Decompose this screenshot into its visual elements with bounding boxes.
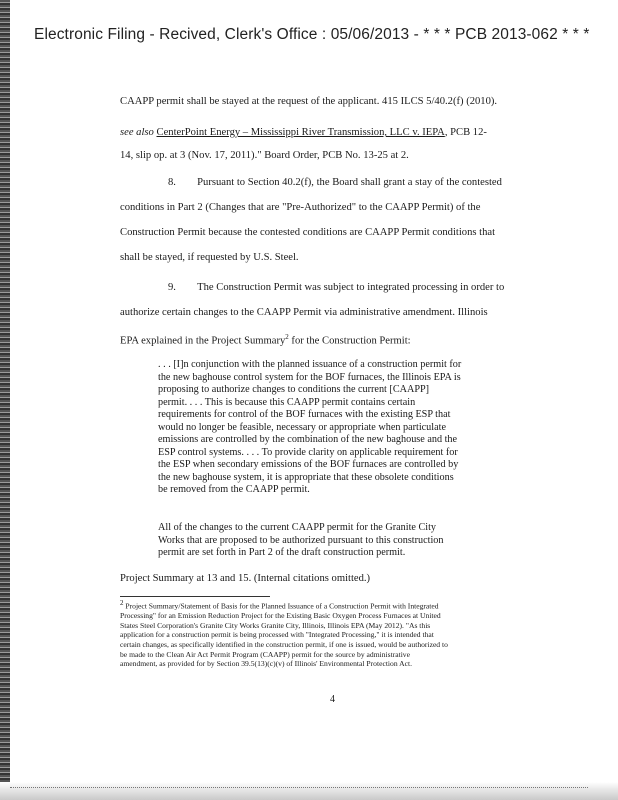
filing-stamp-header: Electronic Filing - Recived, Clerk's Office : 05/06/2013 - * * * PCB 2013-062 * * * [34, 26, 590, 43]
footnote-line: certain changes, as specifically identified in the construction permit, if one is issued, would be authorized to [120, 639, 448, 649]
footnote-line: be made to the Clean Air Act Permit Program (CAAPP) permit for the source by administrative [120, 649, 410, 659]
quote-line: the new baghouse system, it is appropriate that these obsolete conditions [158, 471, 454, 483]
case-citation-tail: , PCB 12- [444, 127, 487, 138]
body-line-9: authorize certain changes to the CAAPP Permit via administrative amendment. Illinois [120, 307, 488, 318]
footnote-line: Processing" for an Emission Reduction Project for the Existing Basic Oxygen Process Furnaces at United [120, 611, 441, 621]
footnote-line: States Steel Corporation's Granite City Works Granite City, Illinois, Illinois EPA (May 2012). "As this [120, 620, 431, 630]
body-line-3: 14, slip op. at 3 (Nov. 17, 2011)." Board Order, PCB No. 13-25 at 2. [120, 150, 409, 161]
quote-line: be removed from the CAAPP permit. [158, 484, 310, 495]
quote-line: the ESP when secondary emissions of the BOF furnaces are controlled by [158, 459, 459, 470]
paragraph-9-text: The Construction Permit was subject to integrated processing in order to [197, 282, 505, 293]
footnote-divider [120, 596, 270, 597]
block-quote-paragraph-1 [158, 359, 518, 497]
footnote-2 [120, 599, 550, 669]
page-number: 4 [330, 694, 335, 705]
quote-line: . . . [I]n conjunction with the planned issuance of a construction permit for [158, 359, 462, 370]
paragraph-8-text: Pursuant to Section 40.2(f), the Board shall grant a stay of the contested [197, 177, 502, 188]
citation-line: Project Summary at 13 and 15. (Internal citations omitted.) [120, 573, 371, 584]
footnote-line: amendment, as provided for by Section 39.5(13)(c)(v) of Illinois' Environmental Protection Act. [120, 659, 412, 669]
quote-line: Works that are proposed to be authorized pursuant to this construction [158, 534, 444, 546]
paragraph-9-number: 9. [168, 282, 176, 293]
quote-line: ESP control systems. . . . To provide clarity on applicable requirement for [158, 446, 458, 458]
body-line-6: Construction Permit because the contested conditions are CAAPP Permit conditions that [120, 227, 496, 238]
footnote-line: application for a construction permit is being processed with "Integrated Processing," it is intended that [120, 630, 434, 640]
body-line-1: CAAPP permit shall be stayed at the request of the applicant. 415 ILCS 5/40.2(f) (2010). [120, 96, 498, 107]
paragraph-9-start [168, 281, 588, 294]
quote-line: permit are set forth in Part 2 of the draft construction permit. [158, 547, 406, 558]
scan-edge-bottom [0, 782, 618, 800]
case-citation-link[interactable]: CenterPoint Energy – Mississippi River Transmission, LLC v. IEPA [156, 127, 445, 138]
paragraph-8-number: 8. [168, 177, 176, 188]
quote-line: permit. . . . This is because this CAAPP permit contains certain [158, 396, 416, 408]
quote-line: the new baghouse control system for the BOF furnaces, the Illinois EPA is [158, 371, 461, 383]
paragraph-8-start [168, 176, 588, 189]
quote-line: All of the changes to the current CAAPP permit for the Granite City [158, 522, 437, 533]
body-line-7: shall be stayed, if requested by U.S. Steel. [120, 252, 299, 263]
project-summary-tail: for the Construction Permit: [288, 335, 411, 347]
footnote-line: Project Summary/Statement of Basis for the Planned Issuance of a Construction Permit with Integrated [123, 601, 439, 611]
footnote-reference[interactable]: 2 [285, 333, 289, 341]
body-line-10 [120, 331, 540, 348]
see-also-signal: see also [120, 127, 154, 138]
quote-line: proposing to authorize changes to conditions the current [CAAPP] [158, 384, 430, 395]
body-line-2 [120, 126, 540, 139]
scan-edge-left [0, 0, 10, 800]
quote-line: emissions are controlled by the combination of the new baghouse and the [158, 434, 458, 445]
footnote-number: 2 [120, 599, 124, 607]
quote-line: requirements for control of the BOF furnaces with the existing ESP that [158, 409, 451, 420]
body-line-5: conditions in Part 2 (Changes that are "Pre-Authorized" to the CAAPP Permit) of the [120, 202, 481, 213]
quote-line: would no longer be feasible, necessary or appropriate when particulate [158, 421, 446, 433]
project-summary-text: EPA explained in the Project Summary [120, 335, 286, 347]
block-quote-paragraph-2 [158, 522, 518, 560]
